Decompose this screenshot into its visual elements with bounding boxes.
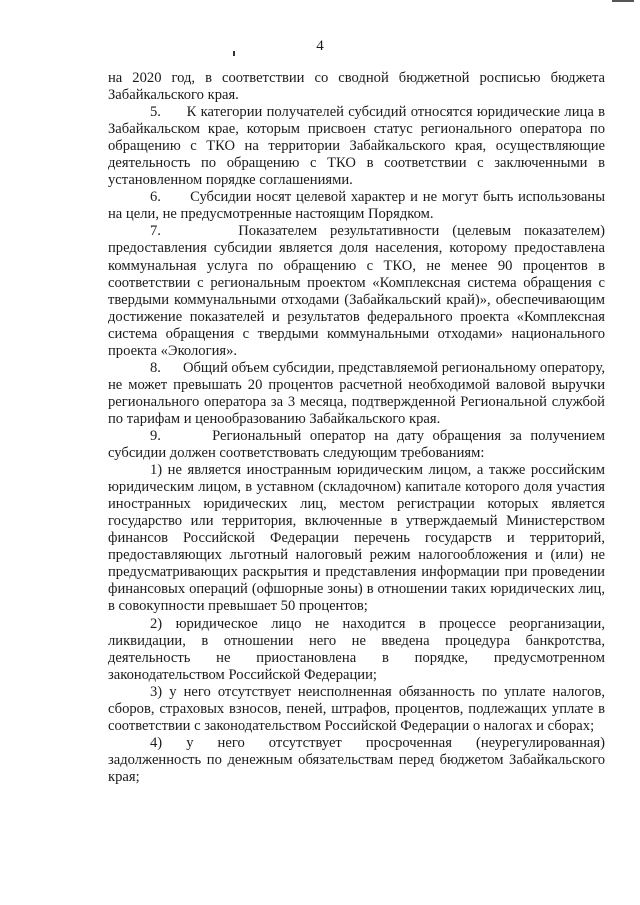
paragraph-subitem-1: 1) не является иностранным юридическим лицом, а также российским юридическим лицом, в уставном (складочном) капитале которого доля участия иностранных юридических лиц, местом регистрации которых является государство или территория, включенные в утверждаемый Министерством финансов Российской Федерации перечень государств и территорий, предоставляющих льготный налоговый режим налогообложения и (или) не предусматривающих раскрытия и представления информации при проведении финансовых операций (офшорные зоны) в отношении таких юридических лиц, в совокупности превышает 50 процентов;	[108, 462, 605, 615]
paragraph-item-6: 6. Субсидии носят целевой характер и не могут быть использованы на цели, не предусмотренные настоящим Порядком.	[108, 189, 605, 223]
paragraph-intro: на 2020 год, в соответствии со сводной бюджетной росписью бюджета Забайкальского края.	[108, 70, 605, 104]
paragraph-item-9: 9. Региональный оператор на дату обращения за получением субсидии должен соответствовать следующим требованиям:	[108, 427, 605, 462]
scan-edge-mark	[612, 0, 634, 2]
paragraph-item-5: 5. К категории получателей субсидий относятся юридические лица в Забайкальском крае, которым присвоен статус регионального оператора по обращению с ТКО на территории Забайкальского края, осуществляющие деятельность по обращению с ТКО в соответствии с заключенными в установленном порядке соглашениями.	[108, 104, 605, 189]
paragraph-subitem-3: 3) у него отсутствует неисполненная обязанность по уплате налогов, сборов, страховых взносов, пеней, штрафов, процентов, подлежащих уплате в соответствии с законодательством Российской Федерации о налогах и сборах;	[108, 683, 605, 734]
paragraph-subitem-2: 2) юридическое лицо не находится в процессе реорганизации, ликвидации, в отношении него не введена процедура банкротства, деятельность не приостановлена в порядке, предусмотренном законодательством Российской Федерации;	[108, 615, 605, 683]
paragraph-subitem-4: 4) у него отсутствует просроченная (неурегулированная) задолженность по денежным обязательствам перед бюджетом Забайкальского края;	[108, 734, 605, 785]
document-body	[108, 70, 605, 786]
page-number: 4	[316, 38, 324, 54]
paragraph-item-8: 8. Общий объем субсидии, представляемой региональному оператору, не может превышать 20 процентов расчетной необходимой валовой выручки регионального оператора за 3 месяца, подтвержденной Региональной службой по тарифам и ценообразованию Забайкальского края.	[108, 359, 605, 427]
paragraph-item-7: 7. Показателем результативности (целевым показателем) предоставления субсидии является доля населения, которому предоставлена коммунальная услуга по обращению с ТКО, не менее 90 процентов в соответствии с региональным проектом «Комплексная система обращения с твердыми коммунальными отходами (Забайкальский край)», обеспечивающим достижение показателей и результатов федерального проекта «Комплексная система обращения с твердыми коммунальными отходами» национального проекта «Экология».	[108, 223, 605, 359]
